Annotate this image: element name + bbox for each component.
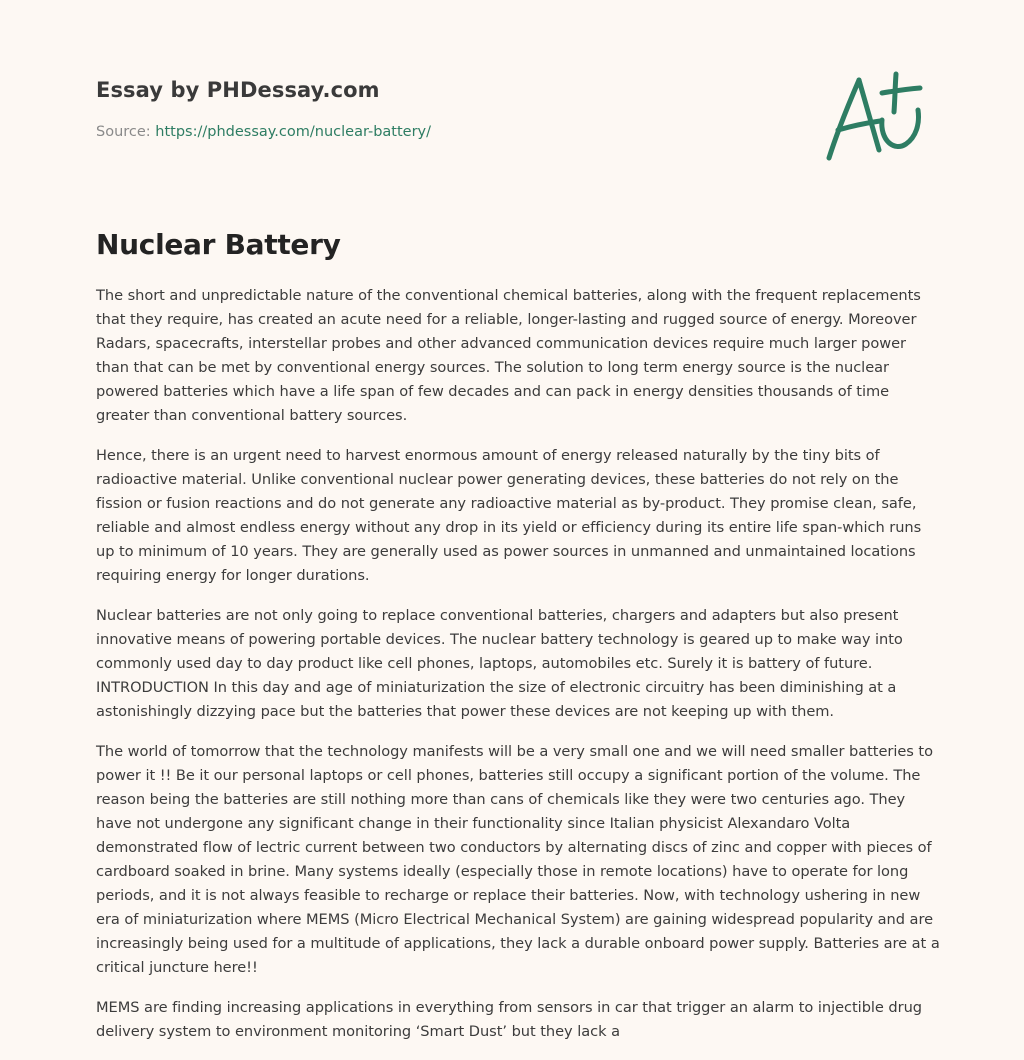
a-plus-grade-icon <box>822 66 930 166</box>
essay-paragraph: The world of tomorrow that the technology manifests will be a very small one and we will need smaller batteries to power it !! Be it our personal laptops or cell phones, batteries still occupy a significant portion of the volume. The reason being the batteries are still nothing more than cans of chemicals like they were two centuries ago. They have not undergone any significant change in their functionality since Italian physicist Alexandaro Volta demonstrated flow of lectric current between two conductors by alternating discs of zinc and copper with pieces of cardboard soaked in brine. Many systems ideally (especially those in remote locations) have to operate for long periods, and it is not always feasible to recharge or replace their batteries. Now, with technology ushering in new era of miniaturization where MEMS (Micro Electrical Mechanical System) are gaining widespread popularity and are increasingly being used for a multitude of applications, they lack a durable onboard power supply. Batteries are at a critical juncture here!! <box>96 743 940 976</box>
essay-paragraph: Hence, there is an urgent need to harvest enormous amount of energy released naturally by the tiny bits of radioactive material. Unlike conventional nuclear power generating devices, these batteries do not rely on the fission or fusion reactions and do not generate any radioactive material as by-product. They promise clean, safe, reliable and almost endless energy without any drop in its yield or efficiency during its entire life span-which runs up to minimum of 10 years. They are generally used as power sources in unmanned and unmaintained locations requiring energy for longer durations. <box>96 447 922 584</box>
essay-body <box>96 284 940 1060</box>
site-brand: Essay by PHDessay.com <box>96 78 380 102</box>
essay-header <box>96 76 936 142</box>
essay-paragraph: The short and unpredictable nature of the conventional chemical batteries, along with the frequent replacements that they require, has created an acute need for a reliable, longer-lasting and rugged source of energy. Moreover Radars, spacecrafts, interstellar probes and other advanced communication devices require much larger power than that can be met by conventional energy sources. The solution to long term energy source is the nuclear powered batteries which have a life span of few decades and can pack in energy densities thousands of time greater than conventional battery sources. <box>96 287 921 424</box>
source-link[interactable]: https://phdessay.com/nuclear-battery/ <box>155 124 432 140</box>
source-line <box>96 122 936 142</box>
essay-paragraph: Nuclear batteries are not only going to replace conventional batteries, chargers and adapters but also present innovative means of powering portable devices. The nuclear battery technology is geared up to make way into commonly used day to day product like cell phones, laptops, automobiles etc. Surely it is battery of future. INTRODUCTION In this day and age of miniaturization the size of electronic circuitry has been diminishing at a astonishingly dizzying pace but the batteries that power these devices are not keeping up with them. <box>96 607 903 720</box>
essay-title: Nuclear Battery <box>96 228 341 261</box>
source-label: Source: <box>96 124 156 140</box>
essay-paragraph: MEMS are finding increasing applications in everything from sensors in car that trigger an alarm to injectible drug delivery system to environment monitoring ‘Smart Dust’ but they lack a <box>96 999 923 1040</box>
a-plus-grade-icon-svg <box>822 66 930 166</box>
